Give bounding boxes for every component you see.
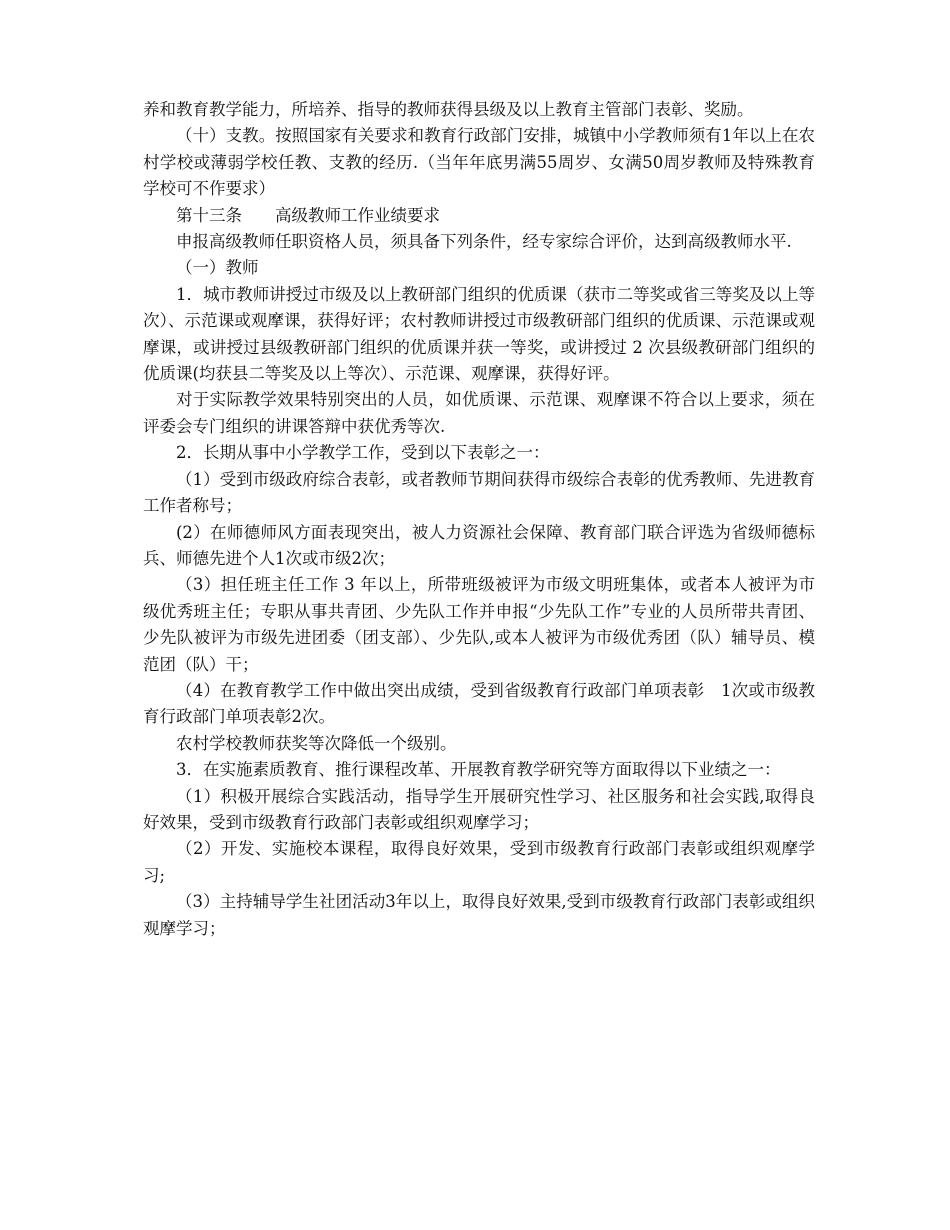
item-2-sub-1: （1）受到市级政府综合表彰，或者教师节期间获得市级综合表彰的优秀教师、先进教育工作者称号； xyxy=(143,469,815,516)
item-2-sub-3: （3）担任班主任工作 3 年以上，所带班级被评为市级文明班集体，或者本人被评为市级优秀班主任；专职从事共青团、少先队工作并申报“少先队工作”专业的人员所带共青团、少先队被评为市级先进团委（团支部）、少先队,或本人被评为市级优秀团（队）辅导员、模范团（队）干； xyxy=(143,575,815,674)
paragraph-support-teaching: （十）支教。按照国家有关要求和教育行政部门安排，城镇中小学教师须有1年以上在农村学校或薄弱学校任教、支教的经历.（当年年底男满55周岁、女满50周岁教师及特殊教育学校可不作要求） xyxy=(143,126,815,199)
paragraph-intro: 申报高级教师任职资格人员，须具备下列条件，经专家综合评价，达到高级教师水平. xyxy=(176,232,792,252)
item-1-lessons: 1．城市教师讲授过市级及以上教研部门组织的优质课（获市二等奖或省三等奖及以上等次）、示范课或观摩课，获得好评；农村教师讲授过市级教研部门组织的优质课、示范课或观摩课，或讲授过县级教研部门组织的优质课并获一等奖，或讲授过 2 次县级教研部门组织的优质课(均获县二等奖及以上等次）、示范课、观摩课，获得好评。 xyxy=(143,284,815,384)
item-2-rural-note: 农村学校教师获奖等次降低一个级别。 xyxy=(176,733,457,753)
item-3-sub-3: （3）主持辅导学生社团活动3年以上，取得良好效果,受到市级教育行政部门表彰或组织观摩学习； xyxy=(143,892,815,938)
item-2-sub-4: （4）在教育教学工作中做出突出成绩，受到省级教育行政部门单项表彰 1次或市级教育行政部门单项表彰2次。 xyxy=(143,680,815,727)
section-teacher-heading: （一）教师 xyxy=(176,258,259,278)
paragraph-continuation: 养和教育教学能力，所培养、指导的教师获得县级及以上教育主管部门表彰、奖励。 xyxy=(143,100,754,119)
item-3-sub-1: （1）积极开展综合实践活动，指导学生开展研究性学习、社区服务和社会实践,取得良好效果，受到市级教育行政部门表彰或组织观摩学习； xyxy=(143,786,815,832)
item-2-heading: 2．长期从事中小学教学工作，受到以下表彰之一： xyxy=(176,443,550,463)
item-3-heading: 3．在实施素质教育、推行课程改革、开展教育教学研究等方面取得以下业绩之一： xyxy=(176,760,781,780)
article-13-heading: 第十三条 高级教师工作业绩要求 xyxy=(176,205,440,225)
document-page xyxy=(143,97,815,942)
item-3-sub-2: （2）开发、实施校本课程，取得良好效果，受到市级教育行政部门表彰或组织观摩学习; xyxy=(143,839,815,885)
item-2-sub-2: (2）在师德师风方面表现突出，被人力资源社会保障、教育部门联合评选为省级师德标兵、师德先进个人1次或市级2次； xyxy=(143,522,815,568)
item-1-note: 对于实际教学效果特别突出的人员，如优质课、示范课、观摩课不符合以上要求，须在评委会专门组织的讲课答辩中获优秀等次. xyxy=(143,390,815,436)
